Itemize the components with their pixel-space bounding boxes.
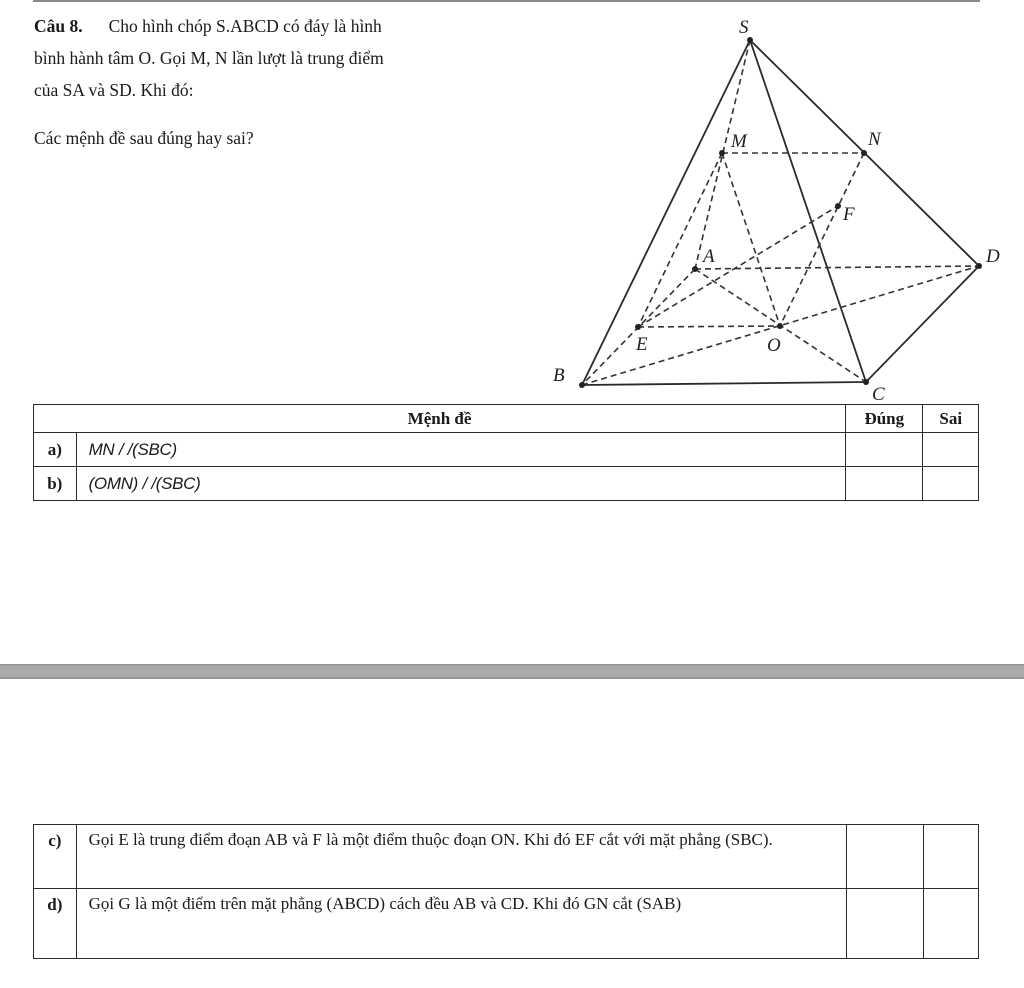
table-row [34, 433, 979, 467]
row-statement: (OMN) / /(SBC) [76, 467, 846, 501]
label-N: N [868, 129, 881, 150]
seg-EO [638, 326, 780, 327]
question-line-2: bình hành tâm O. Gọi M, N lần lượt là trung điểm [34, 48, 384, 68]
label-E: E [636, 334, 648, 355]
edge-AD [695, 266, 979, 269]
point-D [976, 263, 982, 269]
true-cell[interactable] [846, 889, 923, 959]
row-label: c) [34, 825, 77, 889]
header-statement: Mệnh đề [34, 405, 846, 433]
false-cell[interactable] [923, 825, 978, 889]
pyramid-diagram [540, 8, 1024, 408]
point-E [635, 324, 641, 330]
label-B: B [553, 365, 565, 386]
page-separator [0, 664, 1024, 679]
row-statement: Gọi E là trung điểm đoạn AB và F là một điểm thuộc đoạn ON. Khi đó EF cắt với mặt phẳng (SBC). [76, 825, 846, 889]
question-line-1 [34, 10, 514, 42]
header-true: Đúng [846, 405, 923, 433]
point-C [863, 379, 869, 385]
seg-ME [638, 153, 722, 327]
edge-SB [582, 40, 750, 385]
point-N [861, 150, 867, 156]
header-false: Sai [923, 405, 979, 433]
label-F: F [843, 204, 855, 225]
label-D: D [986, 246, 1000, 267]
statements-table-top [33, 404, 979, 501]
point-O [777, 323, 783, 329]
statements-table-bottom [33, 824, 979, 959]
true-cell[interactable] [846, 467, 923, 501]
row-label: b) [34, 467, 77, 501]
question-number: Câu 8. [34, 16, 83, 36]
table-row [34, 467, 979, 501]
question-line-3: của SA và SD. Khi đó: [34, 80, 194, 100]
point-B [579, 382, 585, 388]
true-cell[interactable] [846, 433, 923, 467]
false-cell[interactable] [923, 889, 978, 959]
question-text [34, 10, 514, 106]
true-cell[interactable] [846, 825, 923, 889]
false-cell[interactable] [923, 433, 979, 467]
label-S: S [739, 17, 749, 38]
row-statement: Gọi G là một điểm trên mặt phẳng (ABCD) cách đều AB và CD. Khi đó GN cắt (SAB) [76, 889, 846, 959]
seg-MO [722, 153, 780, 326]
top-rule [33, 0, 980, 2]
label-O: O [767, 335, 781, 356]
question-line1-text: Cho hình chóp S.ABCD có đáy là hình [108, 16, 382, 36]
edge-BC [582, 382, 866, 385]
table-header-row [34, 405, 979, 433]
label-A: A [703, 246, 715, 267]
table-row [34, 825, 979, 889]
table-row [34, 889, 979, 959]
label-C: C [872, 384, 885, 405]
label-M: M [731, 131, 747, 152]
seg-NO [780, 153, 864, 326]
question-instruction: Các mệnh đề sau đúng hay sai? [34, 128, 254, 148]
row-label: a) [34, 433, 77, 467]
row-label: d) [34, 889, 77, 959]
false-cell[interactable] [923, 467, 979, 501]
row-statement: MN / /(SBC) [76, 433, 846, 467]
point-F [835, 203, 841, 209]
point-M [719, 150, 725, 156]
point-A [692, 266, 698, 272]
